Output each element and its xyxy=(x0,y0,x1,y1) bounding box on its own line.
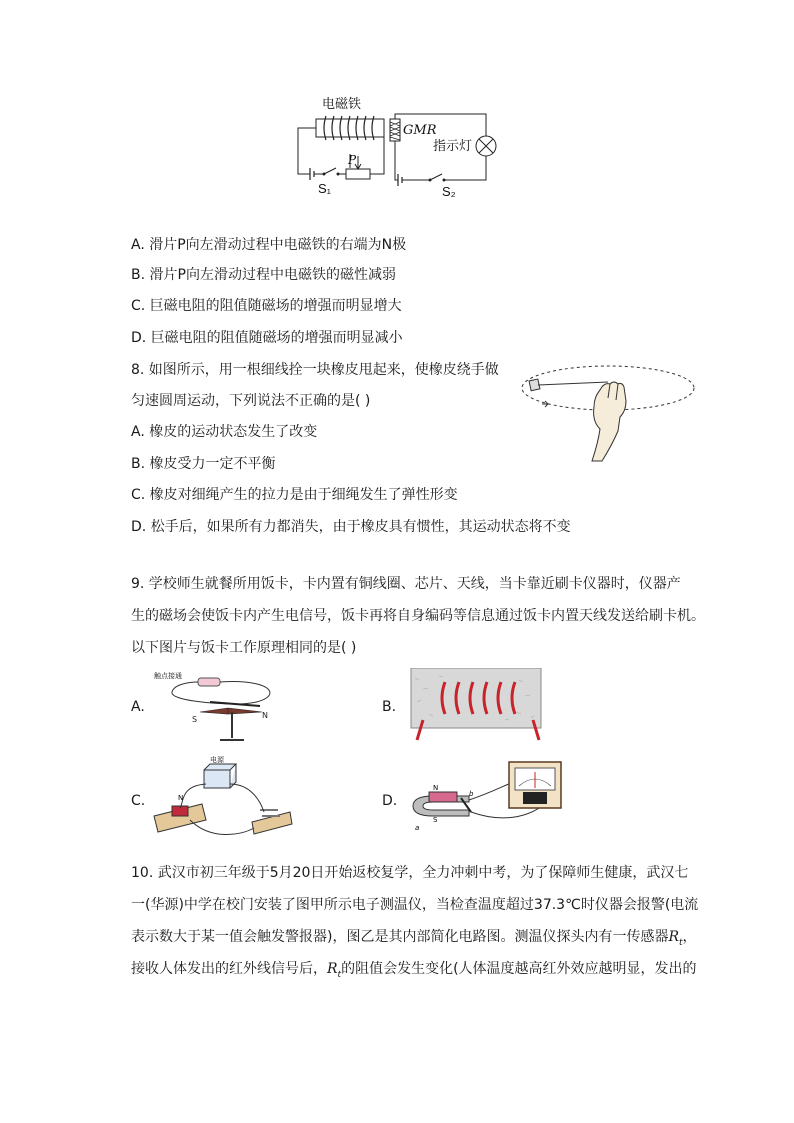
q7-option-d: D. 巨磁电阻的阻值随磁场的增强而明显减小 xyxy=(131,330,403,346)
q9-option-c-letter: C. xyxy=(131,793,146,809)
q9-figure-b-solenoid xyxy=(409,668,543,742)
q10-stem-line3-end: ， xyxy=(682,929,697,945)
q8-stem-line1: 8. 如图所示，用一根细线拴一块橡皮甩起来，使橡皮绕手做 xyxy=(131,362,499,378)
q10-stem-line4-post: 的阻值会发生变化(人体温度越高红外效应越明显，发出的 xyxy=(341,961,697,977)
q9-figure-c-motor xyxy=(150,756,300,842)
q8-option-a: A. 橡皮的运动状态发生了改变 xyxy=(131,424,318,440)
coil-turns xyxy=(324,116,374,140)
q9-option-a-letter: A. xyxy=(131,699,145,715)
q8-stem-line2: 匀速圆周运动，下列说法不正确的是( ) xyxy=(131,393,371,409)
svg-text:N: N xyxy=(178,794,184,802)
s1-label: S₁ xyxy=(318,181,332,196)
s2-label: S₂ xyxy=(442,184,456,199)
svg-text:a: a xyxy=(415,824,420,832)
sensor-var-subscript: t xyxy=(679,937,683,948)
svg-text:N: N xyxy=(433,784,439,792)
fig-c-label: 电源 xyxy=(210,757,224,764)
sensor-var-2-subscript: t xyxy=(337,969,342,980)
q10-stem-line4 xyxy=(131,960,697,984)
fig-a-label: 触点接通 xyxy=(154,673,182,680)
sensor-var-2: R xyxy=(327,961,338,977)
svg-text:N: N xyxy=(262,711,268,720)
rheostat xyxy=(346,169,370,179)
electromagnet-label: 电磁铁 xyxy=(322,96,362,111)
slider-p-label: P xyxy=(348,153,357,167)
q9-stem-line1: 9. 学校师生就餐所用饭卡，卡内置有铜线圈、芯片、天线，当卡靠近刷卡仪器时，仪器产 xyxy=(131,576,681,592)
q8-option-c: C. 橡皮对细绳产生的拉力是由于细绳发生了弹性形变 xyxy=(131,487,458,503)
q9-option-d-letter: D. xyxy=(382,793,398,809)
q9-figure-d-generator xyxy=(409,760,565,834)
q9-stem-line3: 以下图片与饭卡工作原理相同的是( ) xyxy=(131,640,357,656)
q8-option-b: B. 橡皮受力一定不平衡 xyxy=(131,456,276,472)
lamp-label: 指示灯 xyxy=(433,138,473,153)
q10-stem-line2: 一(华源)中学在校门安装了图甲所示电子测温仪，当检查温度超过37.3℃时仪器会报警(电流 xyxy=(131,897,699,913)
q7-option-b: B. 滑片P向左滑动过程中电磁铁的磁性减弱 xyxy=(131,267,396,283)
q10-stem-line3-text: 表示数大于某一值会触发警报器)，图乙是其内部简化电路图。测温仪探头内有一传感器 xyxy=(131,929,669,945)
hand-icon xyxy=(592,382,626,461)
q9-option-b-letter: B. xyxy=(382,699,397,715)
electromagnet-circuit-figure xyxy=(290,92,500,200)
svg-text:S: S xyxy=(433,816,438,824)
electromagnet-core xyxy=(316,119,384,137)
q9-stem-line2: 生的磁场会使饭卡内产生电信号，饭卡再将自身编码等信息通过饭卡内置天线发送给刷卡机。 xyxy=(131,608,705,624)
eraser-circular-motion-figure xyxy=(520,360,700,464)
svg-text:b: b xyxy=(469,790,474,798)
gmr-label: GMR xyxy=(403,123,437,138)
q10-stem-line1: 10. 武汉市初三年级于5月20日开始返校复学，全力冲刺中考，为了保障师生健康，武汉七 xyxy=(131,865,689,881)
svg-text:S: S xyxy=(192,715,198,724)
q9-figure-a-oersted xyxy=(150,668,290,746)
q10-stem-line3 xyxy=(131,928,697,952)
q7-option-c: C. 巨磁电阻的阻值随磁场的增强而明显增大 xyxy=(131,298,402,314)
sensor-var: R xyxy=(668,929,680,945)
q7-option-a: A. 滑片P向左滑动过程中电磁铁的右端为N极 xyxy=(131,237,407,253)
q10-stem-line4-pre: 接收人体发出的红外线信号后， xyxy=(131,961,327,977)
q8-option-d: D. 松手后，如果所有力都消失，由于橡皮具有惯性，其运动状态将不变 xyxy=(131,519,571,535)
